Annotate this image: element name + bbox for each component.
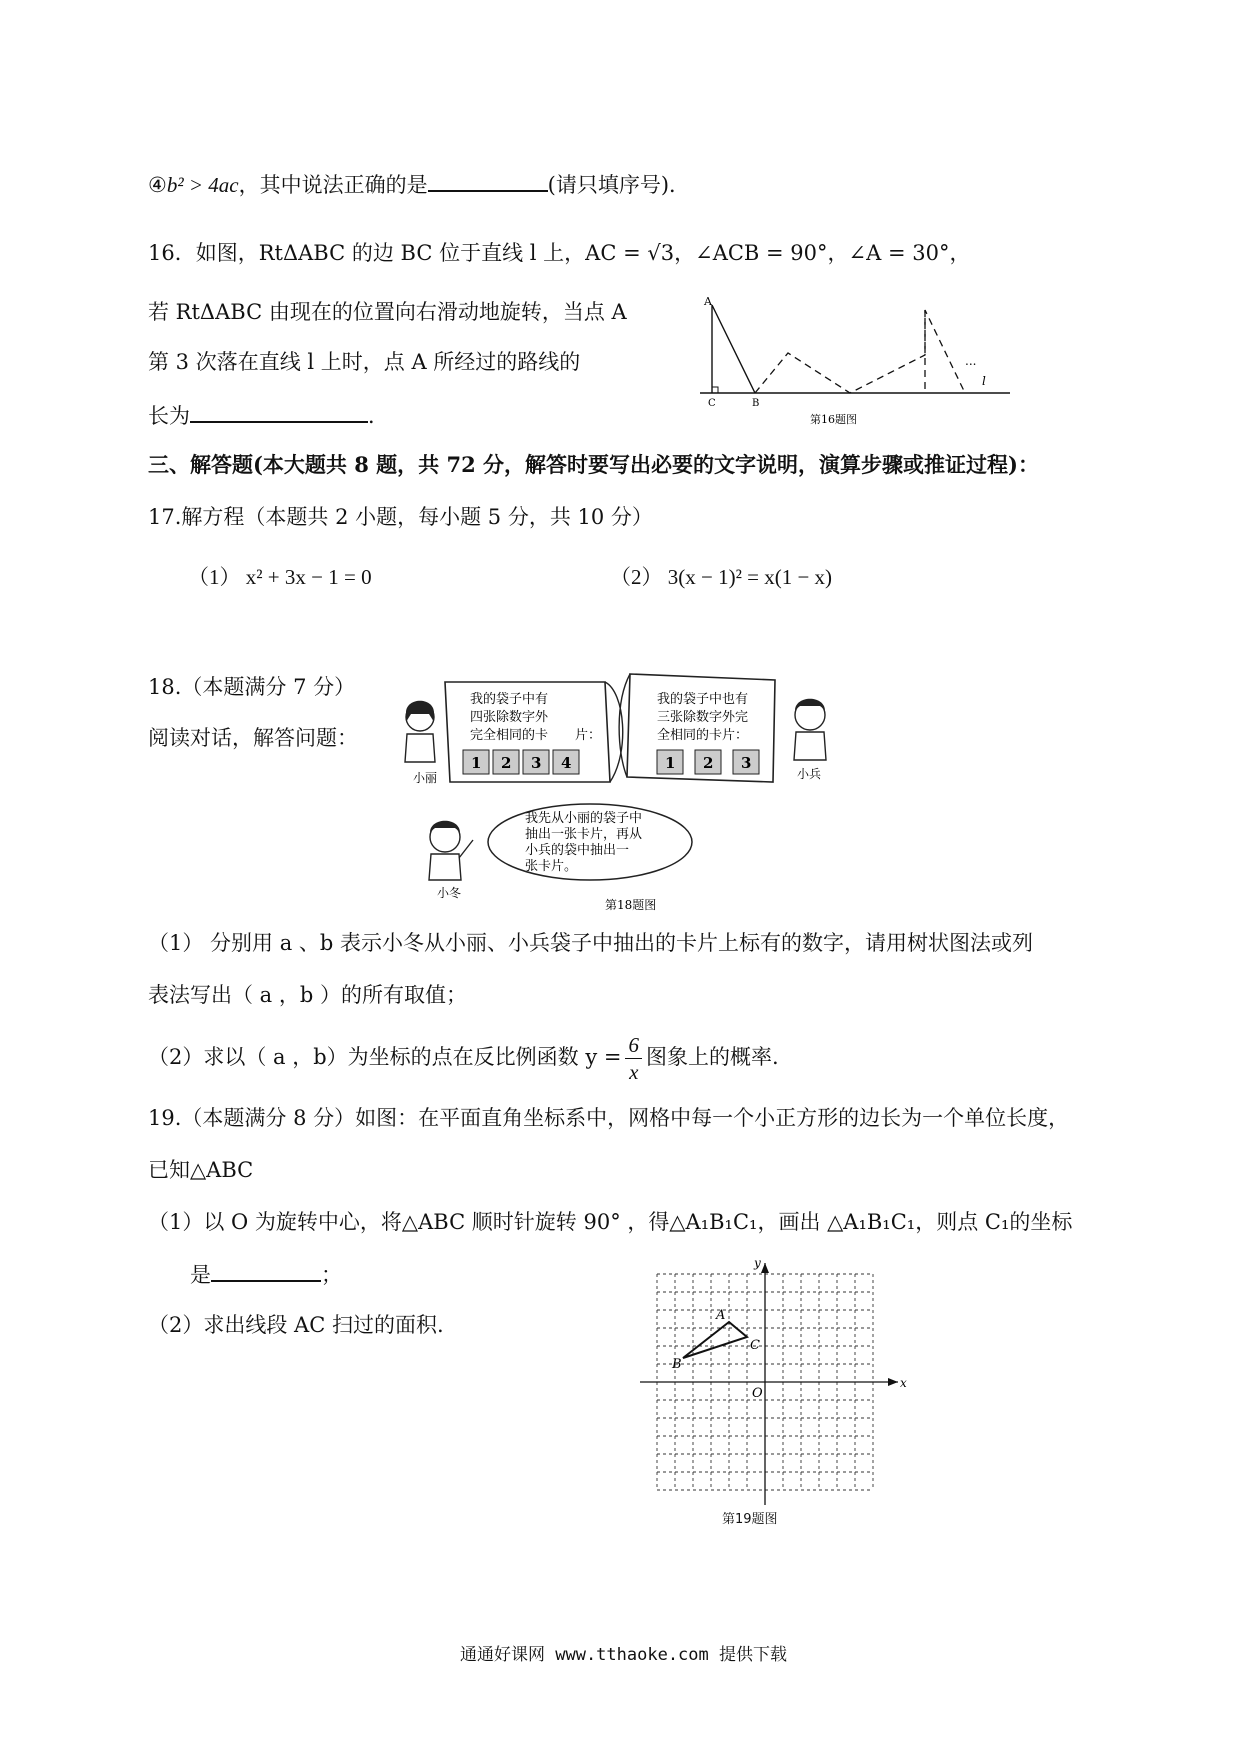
q19-point-b: B [672, 1357, 682, 1372]
q18-caption: 第18题图 [605, 898, 657, 912]
q19-answer-blank[interactable] [211, 1258, 321, 1282]
q16-label-a: A [704, 295, 712, 308]
q19-x-arrow [888, 1378, 898, 1386]
q18-bubble-left-2: 四张除数字外 [470, 710, 549, 725]
q19-part2: （2）求出线段 AC 扫过的面积. [148, 1313, 444, 1337]
q18-card-left-label: 2 [501, 754, 512, 772]
q19-caption: 第19题图 [722, 1512, 778, 1527]
q15-line [148, 168, 690, 200]
q18-title: 18.（本题满分 7 分） [148, 675, 356, 699]
q18-boy-right-icon [785, 690, 835, 780]
q16-line2: 若 RtΔABC 由现在的位置向右滑动地旋转，当点 A [148, 300, 627, 324]
q18-bubble-bottom-4: 张卡片。 [525, 859, 578, 874]
q18-boy-bottom-icon [429, 821, 473, 880]
q15-suffix: (请只填序号)． [547, 173, 691, 197]
q16-line4-prefix: 长为 [148, 404, 190, 428]
q18-name-bottom: 小冬 [437, 886, 462, 900]
q19-point-c: C [750, 1338, 760, 1353]
q18-card-right-label: 3 [741, 754, 752, 772]
q19-line1: 19.（本题满分 8 分）如图：在平面直角坐标系中，网格中每一个小正方形的边长为一个单位长度， [148, 1106, 1070, 1130]
q18-bubble-bottom-1: 我先从小丽的袋子中 [525, 811, 643, 826]
q18-part2-prefix: （2）求以（ a ，b）为坐标的点在反比例函数 y = [148, 1045, 622, 1069]
q15-mid: ，其中说法正确的是 [238, 173, 428, 197]
q18-intro: 阅读对话，解答问题： [148, 726, 358, 750]
q16-label-b: B [752, 398, 760, 409]
q18-bubble-left-3: 完全相同的卡 [470, 728, 549, 743]
q16-figure [690, 295, 1020, 430]
q16-right-angle [712, 387, 718, 393]
q18-card-right-label: 1 [665, 754, 676, 772]
q16-answer-blank[interactable] [190, 399, 368, 423]
q15-prefix: ④ [148, 173, 167, 197]
q17-part2: （2） 3(x − 1)² = x(1 − x) [610, 565, 833, 589]
q19-part1b-suffix: ； [321, 1263, 342, 1287]
q18-part2-line [148, 1032, 779, 1085]
q16-label-c: C [708, 398, 716, 409]
q16-label-dots: ... [965, 354, 977, 368]
q16-label-l: l [982, 374, 986, 388]
q18-fraction-num: 6 [625, 1032, 642, 1059]
q19-origin-label: O [752, 1386, 763, 1401]
q18-bubble-right-1: 我的袋子中也有 [657, 692, 749, 707]
q18-name-left: 小丽 [413, 771, 438, 785]
q19-line2: 已知△ABC [148, 1158, 254, 1182]
q18-fraction-den: x [629, 1060, 639, 1084]
q18-name-right: 小兵 [797, 767, 822, 780]
q18-bubble-left-1: 我的袋子中有 [470, 692, 549, 707]
q19-part1: （1）以 O 为旋转中心，将△ABC 顺时针旋转 90° ，得△A₁B₁C₁，画出 △A₁B₁C₁，则点 C₁的坐标 [148, 1210, 1073, 1234]
q16-path [755, 310, 965, 393]
q18-girl-icon [405, 701, 435, 762]
footer-text: 通通好课网 www.tthaoke.com 提供下载 [460, 1645, 787, 1665]
q18-bubble-bottom-3: 小兵的袋中抽出一 [525, 843, 630, 858]
q18-card-right-label: 2 [703, 754, 714, 772]
q18-bubble-left-4: 片： [575, 728, 602, 743]
q18-fraction [625, 1032, 642, 1085]
q19-axis-y-label: y [754, 1256, 761, 1270]
q19-y-arrow [761, 1263, 769, 1273]
q19-grid-figure [630, 1255, 910, 1515]
q16-line3: 第 3 次落在直线 l 上时，点 A 所经过的路线的 [148, 350, 581, 374]
q17-title: 17.解方程（本题共 2 小题，每小题 5 分，共 10 分） [148, 505, 653, 529]
q18-part2-suffix: 图象上的概率. [645, 1045, 779, 1069]
q16-line1: 16．如图，RtΔABC 的边 BC 位于直线 l 上，AC = √3，∠ACB = 90°，∠A = 30°， [148, 241, 971, 265]
q16-caption: 第16题图 [810, 413, 857, 426]
q16-side-ab [712, 305, 755, 393]
q18-card-left-label: 1 [471, 754, 482, 772]
q16-line4 [148, 399, 389, 431]
section3-title: 三、解答题(本大题共 8 题，共 72 分，解答时要写出必要的文字说明，演算步骤或推证过程)： [148, 452, 1039, 477]
q18-bubble-right-2: 三张除数字外完 [657, 710, 749, 725]
q15-answer-blank[interactable] [428, 168, 548, 192]
q19-part1b [190, 1258, 342, 1290]
q18-bubble-bottom-2: 抽出一张卡片，再从 [525, 827, 643, 842]
q18-part1-line2: 表法写出（ a ，b ）的所有取值； [148, 983, 467, 1007]
q18-part1-line1: （1） 分别用 a 、b 表示小冬从小丽、小兵袋子中抽出的卡片上标有的数字，请用树状图法或列 [148, 931, 1034, 955]
q18-bubble-right-3: 全相同的卡片： [657, 728, 749, 743]
q15-expr: b² > 4ac [166, 173, 239, 197]
q19-point-a: A [716, 1308, 726, 1323]
q18-figure [395, 662, 795, 912]
q19-axis-x-label: x [900, 1376, 907, 1390]
q19-part1b-prefix: 是 [190, 1263, 211, 1287]
q16-line4-suffix: ． [368, 404, 389, 428]
q18-card-left-label: 3 [531, 754, 542, 772]
q18-card-left-label: 4 [561, 754, 572, 772]
q17-part1: （1） x² + 3x − 1 = 0 [188, 565, 372, 589]
